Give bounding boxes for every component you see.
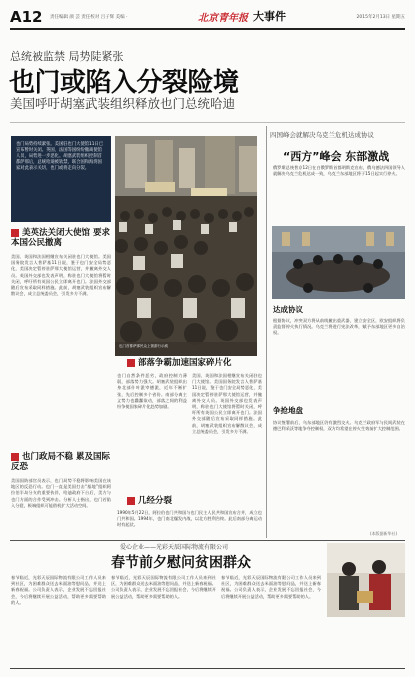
editor-meta: 责任编辑 颜 芸 责任校对 吕子辉 美编 · bbox=[50, 15, 128, 20]
page-header bbox=[10, 6, 405, 30]
right-credit: (本版据新华社) bbox=[370, 531, 398, 536]
lead-box bbox=[11, 136, 111, 222]
article-subhead: 美国呼吁胡塞武装组织释放也门总统哈迪 bbox=[10, 96, 236, 111]
issue-date: 2015年2月13日 星期五 bbox=[356, 15, 405, 20]
newspaper-brand: 北京青年报 bbox=[198, 13, 248, 24]
section4-title: 几经分裂 bbox=[138, 496, 173, 506]
section3-text-cont: 美国、英国和法国相继宣布关闭驻也门大使馆。美国国务院发言人普萨基11日说，鉴于也门安全局势恶化，美国决定暂停驻萨那大使馆运营，并撤离外交人员。英国外交部也发表声明，称驻也门大使馆将暂时关闭，呼吁所有英国公民立即离开也门。法国外交部随后宣布采取同样措施。此前，胡塞武装组织宣布解散议会，成立总统委员会，引发多方不满。 bbox=[192, 373, 262, 434]
square-bullet-icon bbox=[127, 359, 135, 367]
section3-title: 部落争霸加速国家碎片化 bbox=[138, 358, 232, 368]
right-sec2-text: 协议签署前后，乌东部地区仍有激烈交火。乌克兰政府军与民间武装在德巴利采沃等地争夺控制权，双方均希望在停火生效前扩大控制范围。 bbox=[273, 420, 405, 432]
section2-title: 也门政局不稳 累及国际反恐 bbox=[11, 452, 110, 472]
right-kicker: 四国峰会就解决乌克兰危机达成协议 bbox=[270, 131, 374, 139]
section1-heading bbox=[11, 228, 111, 248]
section2-text: 美国国防部官员表示，也门局势不稳将影响美国在该地区的反恐行动。也门一直是美国打击“基地”组织阿拉伯半岛分支的重要伙伴，哈迪政府下台后，美方与也门方面的合作受到冲击。分析人士指出，也门若陷入分裂，极端组织可能借机扩大活动空间。 bbox=[11, 478, 111, 508]
right-sec1-text: 根据协议，冲突双方将从前线撤出重武器，建立安全区，欧安组织将负责监督停火执行情况。乌克兰将进行宪法改革，赋予东部地区更多自治权。 bbox=[273, 318, 405, 336]
bottom-kicker: 爱心企业——光彩天辰国际物流有限公司 bbox=[120, 544, 229, 551]
right-title: “西方”峰会 东部激战 bbox=[283, 150, 390, 163]
square-bullet-icon bbox=[11, 229, 19, 237]
section1-text: 美国、英国和法国相继宣布关闭驻也门大使馆。美国国务院发言人普萨基11日说，鉴于也门安全局势恶化，美国决定暂停驻萨那大使馆运营，并撤离外交人员。英国外交部也发表声明，称驻也门大使馆将暂时关闭，呼吁所有英国公民立即离开也门。法国外交部随后宣布采取同样措施。此前，胡塞武装组织宣布解散议会，成立总统委员会，引发多方不满。 bbox=[11, 254, 111, 297]
page-footer-rule bbox=[10, 668, 405, 672]
lead-text: 也门局势持续紧张。美国驻也门大使馆11日已宣布暂时关闭。英国、法国等国纷纷撤离使馆人员，局势进一步恶化。胡塞武装组织控制首都萨那后，总统哈迪被软禁，联合国和海湾国家对此表示关切，也门或将走向分裂。 bbox=[16, 142, 104, 172]
bottom-text-col2: 春节临近，光彩天辰国际物流有限公司工作人员来到社区，为困难群众送去米面油等慰问品，并送上新春祝福。公司负责人表示，企业发展不忘回报社会，今后将继续开展公益活动，帮助更多需要帮助的人。 bbox=[111, 575, 216, 599]
divider bbox=[10, 122, 405, 123]
summit-photo bbox=[272, 226, 405, 299]
bottom-title: 春节前夕慰问贫困群众 bbox=[111, 555, 251, 571]
section3-heading bbox=[127, 358, 262, 368]
section2-heading bbox=[11, 452, 111, 472]
right-sec2-title: 争抢地盘 bbox=[273, 406, 303, 415]
right-sec1-title: 达成协议 bbox=[273, 305, 303, 314]
section1-title: 美英法关闭大使馆 要求本国公民撤离 bbox=[11, 228, 110, 248]
article-headline: 也门或陷入分裂险境 bbox=[9, 68, 239, 98]
charity-photo bbox=[327, 543, 405, 617]
bottom-text-col1: 春节临近，光彩天辰国际物流有限公司工作人员来到社区，为困难群众送去米面油等慰问品，并送上新春祝福。公司负责人表示，企业发展不忘回报社会，今后将继续开展公益活动，帮助更多需要帮助的人。 bbox=[11, 575, 106, 605]
right-text: 俄罗斯总统普京12日在白俄罗斯首都明斯克宣布，俄乌德法四国领导人就解决乌克兰危机达成一致，乌克兰东部地区将于15日起实行停火。 bbox=[273, 165, 405, 177]
section3-text: 也门自然条件恶劣，政府控制力薄弱，部落势力强大。胡塞武装组织出身北部什叶派宰德派，近年不断扩张，先后控制多个省份。南部分离主义势力也蠢蠢欲动，部落之间的利益纷争使国家碎片化趋势加剧。 bbox=[117, 373, 187, 410]
bottom-divider bbox=[10, 540, 405, 541]
square-bullet-icon bbox=[11, 453, 19, 461]
column-divider bbox=[266, 126, 267, 538]
section4-heading bbox=[127, 496, 227, 506]
page-number: A12 bbox=[10, 8, 43, 26]
photo-caption: 也门首都萨那民众上街游行示威 bbox=[119, 344, 168, 348]
section-name: 大事件 bbox=[253, 10, 286, 23]
article-kicker: 总统被监禁 局势陡紧张 bbox=[10, 50, 124, 63]
protest-photo bbox=[115, 136, 257, 356]
square-bullet-icon bbox=[127, 497, 135, 505]
section4-text: 1990年5月22日，阿拉伯也门共和国与也门民主人民共和国宣布合并，成立也门共和国。1994年，也门南北爆发内战，以北方胜利告终。此后南部分离运动时有起伏。 bbox=[117, 510, 262, 528]
bottom-text-col3: 春节临近，光彩天辰国际物流有限公司工作人员来到社区，为困难群众送去米面油等慰问品，并送上新春祝福。公司负责人表示，企业发展不忘回报社会，今后将继续开展公益活动，帮助更多需要帮助的人。 bbox=[221, 575, 321, 599]
